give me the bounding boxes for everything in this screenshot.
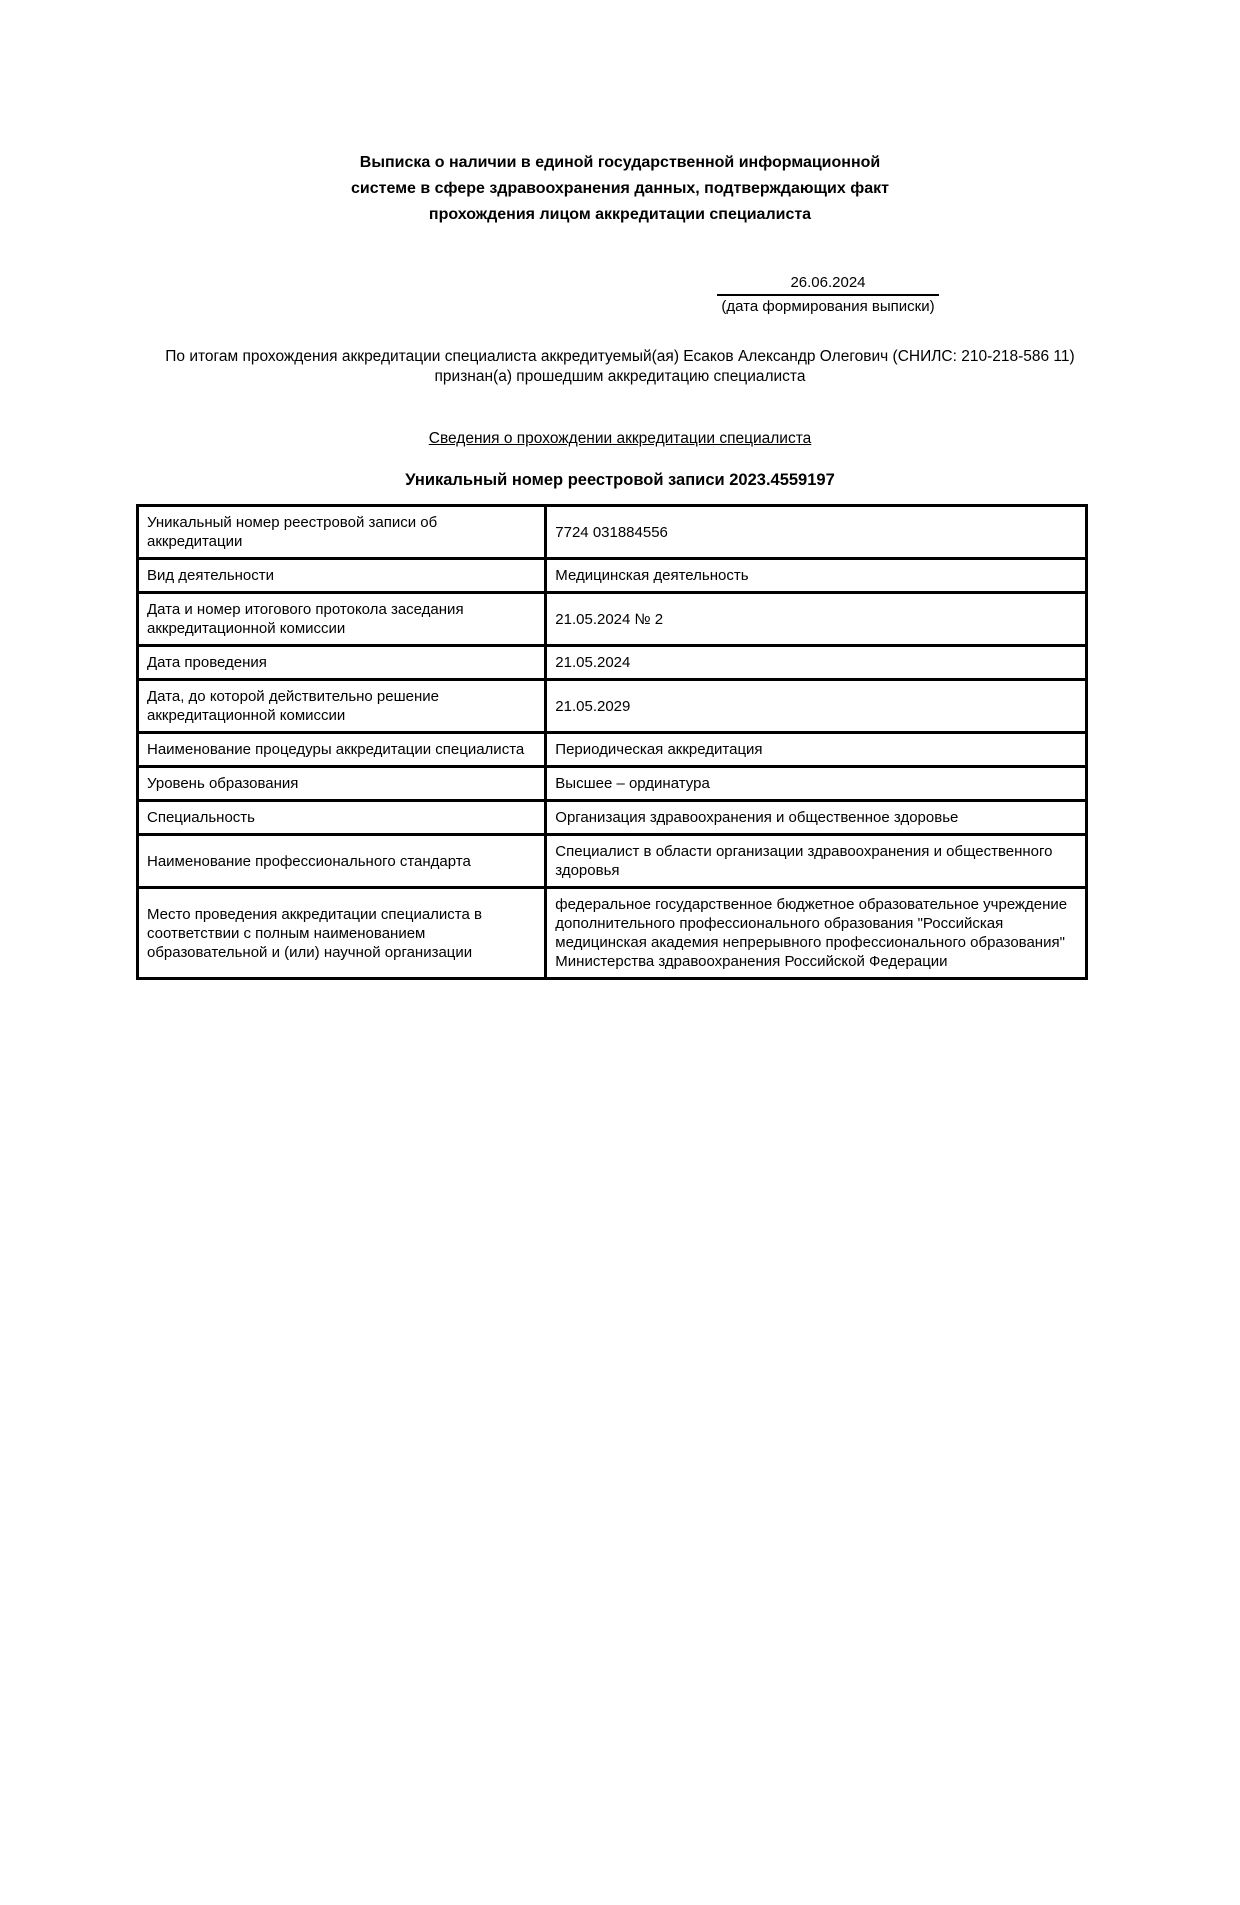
document-title-line: прохождения лицом аккредитации специалиста [428,206,812,223]
table-label-cell: Уровень образования [138,767,546,801]
section-heading: Сведения о прохождении аккредитации специалиста [428,430,812,447]
registry-number-heading: Уникальный номер реестровой записи 2023.4559197 [405,471,835,489]
extract-date-caption: (дата формирования выписки) [721,298,935,315]
table-label-cell: Наименование процедуры аккредитации специалиста [138,733,546,767]
table-row [138,835,1087,888]
intro-line: признан(а) прошедшим аккредитацию специалиста [434,368,806,385]
intro-line: По итогам прохождения аккредитации специалиста аккредитуемый(ая) Есаков Александр Олегович (СНИЛС: 210-218-586 11) [165,348,1075,365]
document-title-line: Выписка о наличии в единой государственной информационной [359,154,881,171]
table-row [138,801,1087,835]
table-row [138,767,1087,801]
table-value-cell: Специалист в области организации здравоохранения и общественного здоровья [546,835,1087,888]
table-value-cell: Периодическая аккредитация [546,733,1087,767]
table-row [138,506,1087,559]
extract-date-block [706,274,950,316]
table-row [138,680,1087,733]
intro-paragraph [90,347,1150,387]
table-row [138,733,1087,767]
table-value-cell: 21.05.2024 [546,646,1087,680]
accreditation-table [136,504,1088,980]
table-row [138,593,1087,646]
table-label-cell: Дата и номер итогового протокола заседания аккредитационной комиссии [138,593,546,646]
table-value-cell: Высшее – ординатура [546,767,1087,801]
table-value-cell: 21.05.2029 [546,680,1087,733]
table-row [138,646,1087,680]
table-label-cell: Вид деятельности [138,559,546,593]
table-value-cell: 21.05.2024 № 2 [546,593,1087,646]
table-label-cell: Дата проведения [138,646,546,680]
document-title-line: системе в сфере здравоохранения данных, подтверждающих факт [351,180,889,197]
table-value-cell: Медицинская деятельность [546,559,1087,593]
table-row [138,888,1087,979]
table-row [138,559,1087,593]
table-label-cell: Уникальный номер реестровой записи об аккредитации [138,506,546,559]
document-title [290,150,950,228]
table-label-cell: Место проведения аккредитации специалиста в соответствии с полным наименованием образовательной и (или) научной организации [138,888,546,979]
table-label-cell: Дата, до которой действительно решение аккредитационной комиссии [138,680,546,733]
table-label-cell: Специальность [138,801,546,835]
table-value-cell: Организация здравоохранения и общественное здоровье [546,801,1087,835]
document-page [0,150,1240,1905]
table-value-cell: 7724 031884556 [546,506,1087,559]
table-label-cell: Наименование профессионального стандарта [138,835,546,888]
extract-date: 26.06.2024 [717,274,939,296]
table-value-cell: федеральное государственное бюджетное образовательное учреждение дополнительного профессионального образования "Российская медицинская академия непрерывного профессионального образования" Министерства здравоохранения Российской Федерации [546,888,1087,979]
